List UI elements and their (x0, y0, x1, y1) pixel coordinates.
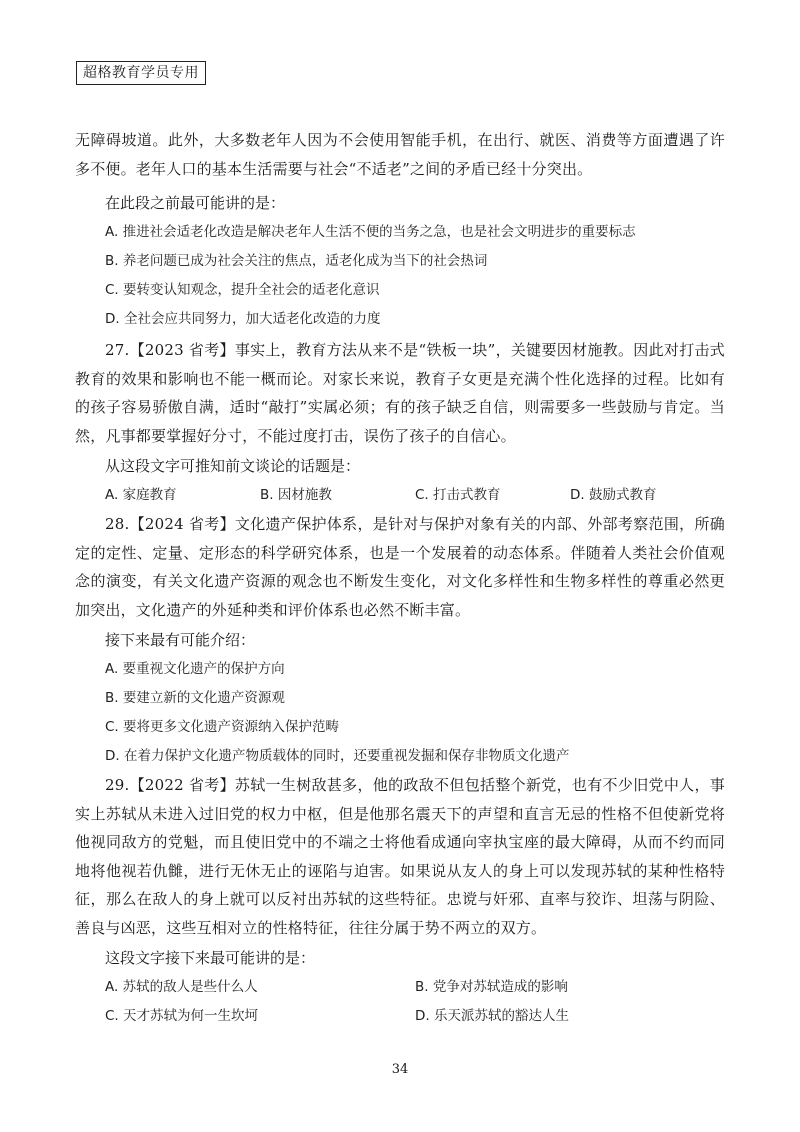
page-content (75, 126, 725, 1031)
q28-option-c: C. 要将更多文化遗产资源纳入保护范畴 (105, 719, 340, 735)
q29-prompt: 这段文字接下来最可能讲的是： (105, 949, 316, 967)
q29-text: 苏轼一生树敌甚多，他的政敌不但包括整个新党，也有不少旧党中人，事实上苏轼从未进入过旧党的权力中枢，但是他那名震天下的声望和直言无忌的性格不但使新党将他视同敌方的党魁，而且使旧党中的不端之士将他看成通向宰执宝座的最大障碍，从而不约而同地将他视若仇雠，进行无休无止的诬陷与迫害。如果说从友人的身上可以发现苏轼的某种性格特征，那么在敌人的身上就可以反衬出苏轼的这些特征。忠谠与奸邪、直率与狡诈、坦荡与阴险、善良与凶恶，这些互相对立的性格特征，往往分属于势不两立的双方。 (75, 776, 725, 937)
q27-option-d: D. 鼓励式教育 (570, 487, 657, 503)
q27-option-a: A. 家庭教育 (105, 487, 177, 503)
q28-option-d: D. 在着力保护文化遗产物质载体的同时，还要重视发掘和保存非物质文化遗产 (105, 748, 570, 764)
q29-options-row2 (75, 1002, 725, 1031)
q26-option-d: D. 全社会应共同努力，加大适老化改造的力度 (105, 311, 381, 327)
q26-option-b: B. 养老问题已成为社会关注的焦点，适老化成为当下的社会热词 (105, 253, 488, 269)
q28-option-b: B. 要建立新的文化遗产资源观 (105, 690, 285, 706)
q27-prompt: 从这段文字可推知前文谈论的话题是： (105, 457, 361, 475)
q26-prompt: 在此段之前最可能讲的是： (105, 194, 286, 212)
q28-source: 【2024 省考】 (129, 515, 235, 533)
q28-number: 28. (105, 515, 130, 533)
q29-number: 29. (105, 776, 130, 794)
q27-option-c: C. 打击式教育 (415, 487, 501, 503)
q29-option-c: C. 天才苏轼为何一生坎坷 (105, 1008, 259, 1024)
q28-option-a: A. 要重视文化遗产的保护方向 (105, 661, 285, 677)
q29-source: 【2022 省考】 (129, 776, 235, 794)
q29-options-row1 (75, 973, 725, 1002)
q26-option-c: C. 要转变认知观念，提升全社会的适老化意识 (105, 282, 380, 298)
q27-options (75, 481, 725, 510)
q29-option-d: D. 乐天派苏轼的豁达人生 (415, 1008, 569, 1024)
q29-option-b: B. 党争对苏轼造成的影响 (415, 979, 568, 995)
q27-passage (75, 336, 725, 450)
q27-text: 事实上，教育方法从来不是“铁板一块”，关键要因材施教。因此对打击式教育的效果和影响也不能一概而论。对家长来说，教育子女更是充满个性化选择的过程。比如有的孩子容易骄傲自满，适时“敲打”实属必须；有的孩子缺乏自信，则需要多一些鼓励与肯定。当然，凡事都要掌握好分寸，不能过度打击，误伤了孩子的自信心。 (75, 341, 725, 445)
q29-option-a: A. 苏轼的敌人是些什么人 (105, 979, 258, 995)
header-tag: 超格教育学员专用 (76, 61, 206, 85)
q27-number: 27. (105, 341, 130, 359)
q27-option-b: B. 因材施教 (260, 487, 332, 503)
q28-text: 文化遗产保护体系，是针对与保护对象有关的内部、外部考察范围，所确定的定性、定量、定形态的科学研究体系，也是一个发展着的动态体系。伴随着人类社会价值观念的演变，有关文化遗产资源的观念也不断发生变化，对文化多样性和生物多样性的尊重必然更加突出，文化遗产的外延种类和评价体系也必然不断丰富。 (75, 515, 725, 619)
q27-source: 【2023 省考】 (129, 341, 235, 359)
q29-passage (75, 771, 725, 942)
q26-option-a: A. 推进社会适老化改造是解决老年人生活不便的当务之急，也是社会文明进步的重要标志 (105, 224, 636, 240)
q28-prompt: 接下来最有可能介绍： (105, 631, 256, 649)
q26-passage: 无障碍坡道。此外，大多数老年人因为不会使用智能手机，在出行、就医、消费等方面遭遇了许多不便。老年人口的基本生活需要与社会“不适老”之间的矛盾已经十分突出。 (75, 131, 725, 178)
q28-passage (75, 510, 725, 624)
page-number: 34 (391, 1062, 409, 1077)
